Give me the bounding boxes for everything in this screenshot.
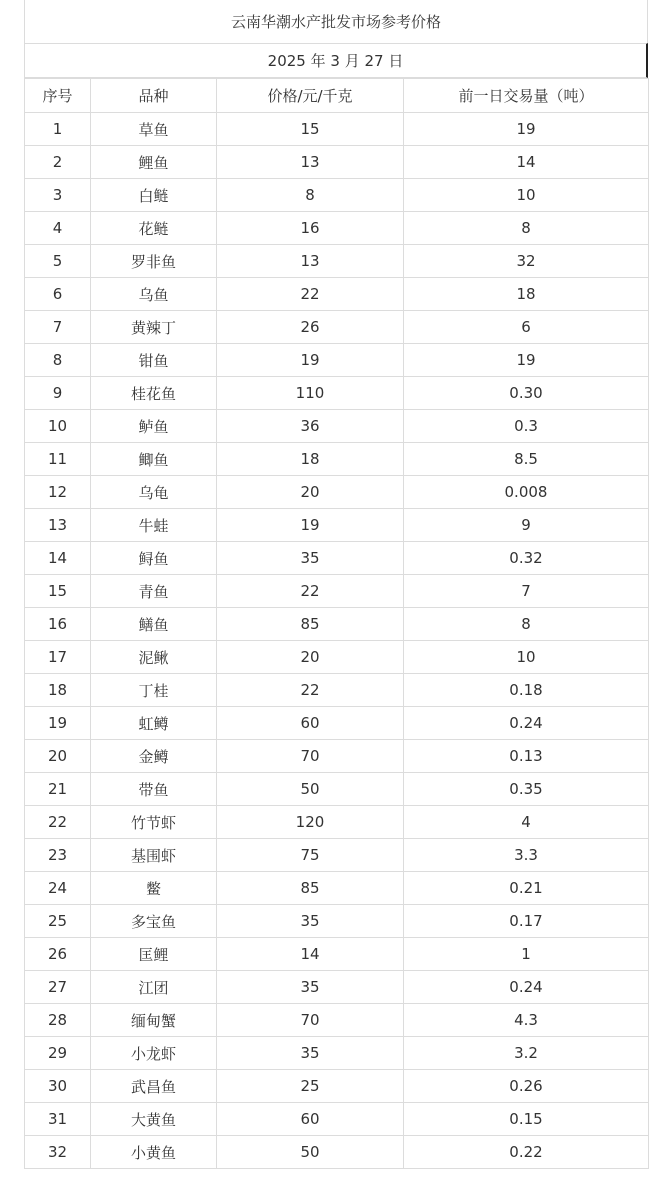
cell-price: 110	[217, 377, 404, 410]
header-variety: 品种	[91, 79, 217, 113]
header-volume: 前一日交易量（吨）	[404, 79, 649, 113]
cell-variety: 罗非鱼	[91, 245, 217, 278]
cell-variety: 鲈鱼	[91, 410, 217, 443]
table-row	[25, 542, 649, 575]
table-row	[25, 905, 649, 938]
table-row	[25, 608, 649, 641]
cell-price: 85	[217, 872, 404, 905]
cell-variety: 青鱼	[91, 575, 217, 608]
cell-variety: 多宝鱼	[91, 905, 217, 938]
cell-index: 14	[25, 542, 91, 575]
cell-index: 11	[25, 443, 91, 476]
cell-volume: 32	[404, 245, 649, 278]
table-row	[25, 476, 649, 509]
cell-index: 9	[25, 377, 91, 410]
cell-volume: 0.30	[404, 377, 649, 410]
cell-index: 24	[25, 872, 91, 905]
cell-price: 15	[217, 113, 404, 146]
cell-price: 25	[217, 1070, 404, 1103]
cell-variety: 花鲢	[91, 212, 217, 245]
cell-index: 25	[25, 905, 91, 938]
cell-index: 5	[25, 245, 91, 278]
cell-volume: 4	[404, 806, 649, 839]
cell-volume: 9	[404, 509, 649, 542]
table-row	[25, 377, 649, 410]
cell-volume: 8	[404, 212, 649, 245]
cell-variety: 匡鲤	[91, 938, 217, 971]
cell-volume: 0.24	[404, 971, 649, 1004]
cell-index: 26	[25, 938, 91, 971]
table-row	[25, 773, 649, 806]
table-row	[25, 344, 649, 377]
table-row	[25, 278, 649, 311]
cell-price: 70	[217, 1004, 404, 1037]
cell-volume: 3.2	[404, 1037, 649, 1070]
cell-volume: 0.21	[404, 872, 649, 905]
cell-index: 17	[25, 641, 91, 674]
cell-price: 8	[217, 179, 404, 212]
cell-price: 75	[217, 839, 404, 872]
cell-price: 35	[217, 971, 404, 1004]
cell-volume: 0.35	[404, 773, 649, 806]
cell-variety: 牛蛙	[91, 509, 217, 542]
cell-volume: 0.3	[404, 410, 649, 443]
cell-variety: 鳝鱼	[91, 608, 217, 641]
price-sheet	[24, 0, 648, 1169]
cell-volume: 10	[404, 641, 649, 674]
table-date: 2025 年 3 月 27 日	[24, 43, 648, 78]
table-row	[25, 674, 649, 707]
table-title: 云南华潮水产批发市场参考价格	[24, 0, 648, 43]
cell-volume: 6	[404, 311, 649, 344]
cell-index: 32	[25, 1136, 91, 1169]
table-row	[25, 1004, 649, 1037]
cell-variety: 泥鳅	[91, 641, 217, 674]
table-row	[25, 509, 649, 542]
cell-volume: 18	[404, 278, 649, 311]
cell-index: 18	[25, 674, 91, 707]
cell-volume: 14	[404, 146, 649, 179]
header-row	[25, 79, 649, 113]
cell-variety: 竹节虾	[91, 806, 217, 839]
cell-price: 22	[217, 674, 404, 707]
table-row	[25, 740, 649, 773]
cell-index: 12	[25, 476, 91, 509]
cell-variety: 草鱼	[91, 113, 217, 146]
cell-price: 85	[217, 608, 404, 641]
cell-price: 50	[217, 1136, 404, 1169]
cell-variety: 鲟鱼	[91, 542, 217, 575]
table-row	[25, 575, 649, 608]
table-row	[25, 641, 649, 674]
cell-variety: 乌鱼	[91, 278, 217, 311]
cell-volume: 0.24	[404, 707, 649, 740]
cell-price: 60	[217, 707, 404, 740]
cell-price: 120	[217, 806, 404, 839]
cell-price: 19	[217, 344, 404, 377]
cell-volume: 0.13	[404, 740, 649, 773]
cell-index: 7	[25, 311, 91, 344]
table-row	[25, 410, 649, 443]
cell-index: 21	[25, 773, 91, 806]
cell-variety: 钳鱼	[91, 344, 217, 377]
cell-price: 26	[217, 311, 404, 344]
cell-volume: 19	[404, 344, 649, 377]
table-row	[25, 872, 649, 905]
price-table	[24, 78, 649, 1169]
table-row	[25, 938, 649, 971]
cell-variety: 白鲢	[91, 179, 217, 212]
cell-index: 19	[25, 707, 91, 740]
table-row	[25, 1037, 649, 1070]
table-row	[25, 146, 649, 179]
cell-price: 20	[217, 641, 404, 674]
cell-volume: 7	[404, 575, 649, 608]
cell-variety: 小龙虾	[91, 1037, 217, 1070]
cell-price: 36	[217, 410, 404, 443]
cell-variety: 江团	[91, 971, 217, 1004]
cell-variety: 基围虾	[91, 839, 217, 872]
cell-variety: 桂花鱼	[91, 377, 217, 410]
table-row	[25, 443, 649, 476]
cell-price: 19	[217, 509, 404, 542]
table-row	[25, 179, 649, 212]
cell-index: 31	[25, 1103, 91, 1136]
table-row	[25, 707, 649, 740]
cell-index: 1	[25, 113, 91, 146]
cell-index: 16	[25, 608, 91, 641]
table-row	[25, 839, 649, 872]
cell-variety: 武昌鱼	[91, 1070, 217, 1103]
cell-price: 22	[217, 278, 404, 311]
cell-price: 60	[217, 1103, 404, 1136]
cell-volume: 1	[404, 938, 649, 971]
cell-index: 30	[25, 1070, 91, 1103]
cell-volume: 0.17	[404, 905, 649, 938]
cell-volume: 0.32	[404, 542, 649, 575]
cell-index: 23	[25, 839, 91, 872]
cell-index: 4	[25, 212, 91, 245]
cell-volume: 0.26	[404, 1070, 649, 1103]
table-row	[25, 806, 649, 839]
cell-volume: 0.008	[404, 476, 649, 509]
cell-variety: 小黄鱼	[91, 1136, 217, 1169]
cell-price: 13	[217, 245, 404, 278]
cell-price: 16	[217, 212, 404, 245]
cell-price: 20	[217, 476, 404, 509]
cell-index: 13	[25, 509, 91, 542]
cell-index: 22	[25, 806, 91, 839]
cell-volume: 19	[404, 113, 649, 146]
cell-price: 50	[217, 773, 404, 806]
cell-index: 2	[25, 146, 91, 179]
cell-volume: 8.5	[404, 443, 649, 476]
header-price: 价格/元/千克	[217, 79, 404, 113]
cell-volume: 3.3	[404, 839, 649, 872]
cell-index: 28	[25, 1004, 91, 1037]
cell-variety: 鲫鱼	[91, 443, 217, 476]
cell-variety: 大黄鱼	[91, 1103, 217, 1136]
cell-variety: 鲤鱼	[91, 146, 217, 179]
cell-price: 35	[217, 905, 404, 938]
cell-volume: 10	[404, 179, 649, 212]
cell-price: 13	[217, 146, 404, 179]
cell-price: 35	[217, 542, 404, 575]
header-index: 序号	[25, 79, 91, 113]
table-row	[25, 245, 649, 278]
cell-volume: 8	[404, 608, 649, 641]
cell-price: 35	[217, 1037, 404, 1070]
cell-index: 15	[25, 575, 91, 608]
cell-variety: 带鱼	[91, 773, 217, 806]
cell-index: 29	[25, 1037, 91, 1070]
table-row	[25, 212, 649, 245]
cell-price: 18	[217, 443, 404, 476]
table-row	[25, 1103, 649, 1136]
cell-volume: 0.15	[404, 1103, 649, 1136]
cell-index: 3	[25, 179, 91, 212]
cell-volume: 0.18	[404, 674, 649, 707]
cell-price: 70	[217, 740, 404, 773]
table-row	[25, 1070, 649, 1103]
cell-price: 22	[217, 575, 404, 608]
cell-volume: 0.22	[404, 1136, 649, 1169]
table-body	[25, 113, 649, 1169]
table-row	[25, 311, 649, 344]
cell-volume: 4.3	[404, 1004, 649, 1037]
table-row	[25, 971, 649, 1004]
cell-index: 27	[25, 971, 91, 1004]
cell-index: 10	[25, 410, 91, 443]
table-row	[25, 1136, 649, 1169]
cell-price: 14	[217, 938, 404, 971]
cell-index: 20	[25, 740, 91, 773]
cell-index: 6	[25, 278, 91, 311]
cell-index: 8	[25, 344, 91, 377]
cell-variety: 黄辣丁	[91, 311, 217, 344]
cell-variety: 鳖	[91, 872, 217, 905]
table-row	[25, 113, 649, 146]
cell-variety: 乌龟	[91, 476, 217, 509]
cell-variety: 金鳟	[91, 740, 217, 773]
cell-variety: 虹鳟	[91, 707, 217, 740]
cell-variety: 丁桂	[91, 674, 217, 707]
cell-variety: 缅甸蟹	[91, 1004, 217, 1037]
